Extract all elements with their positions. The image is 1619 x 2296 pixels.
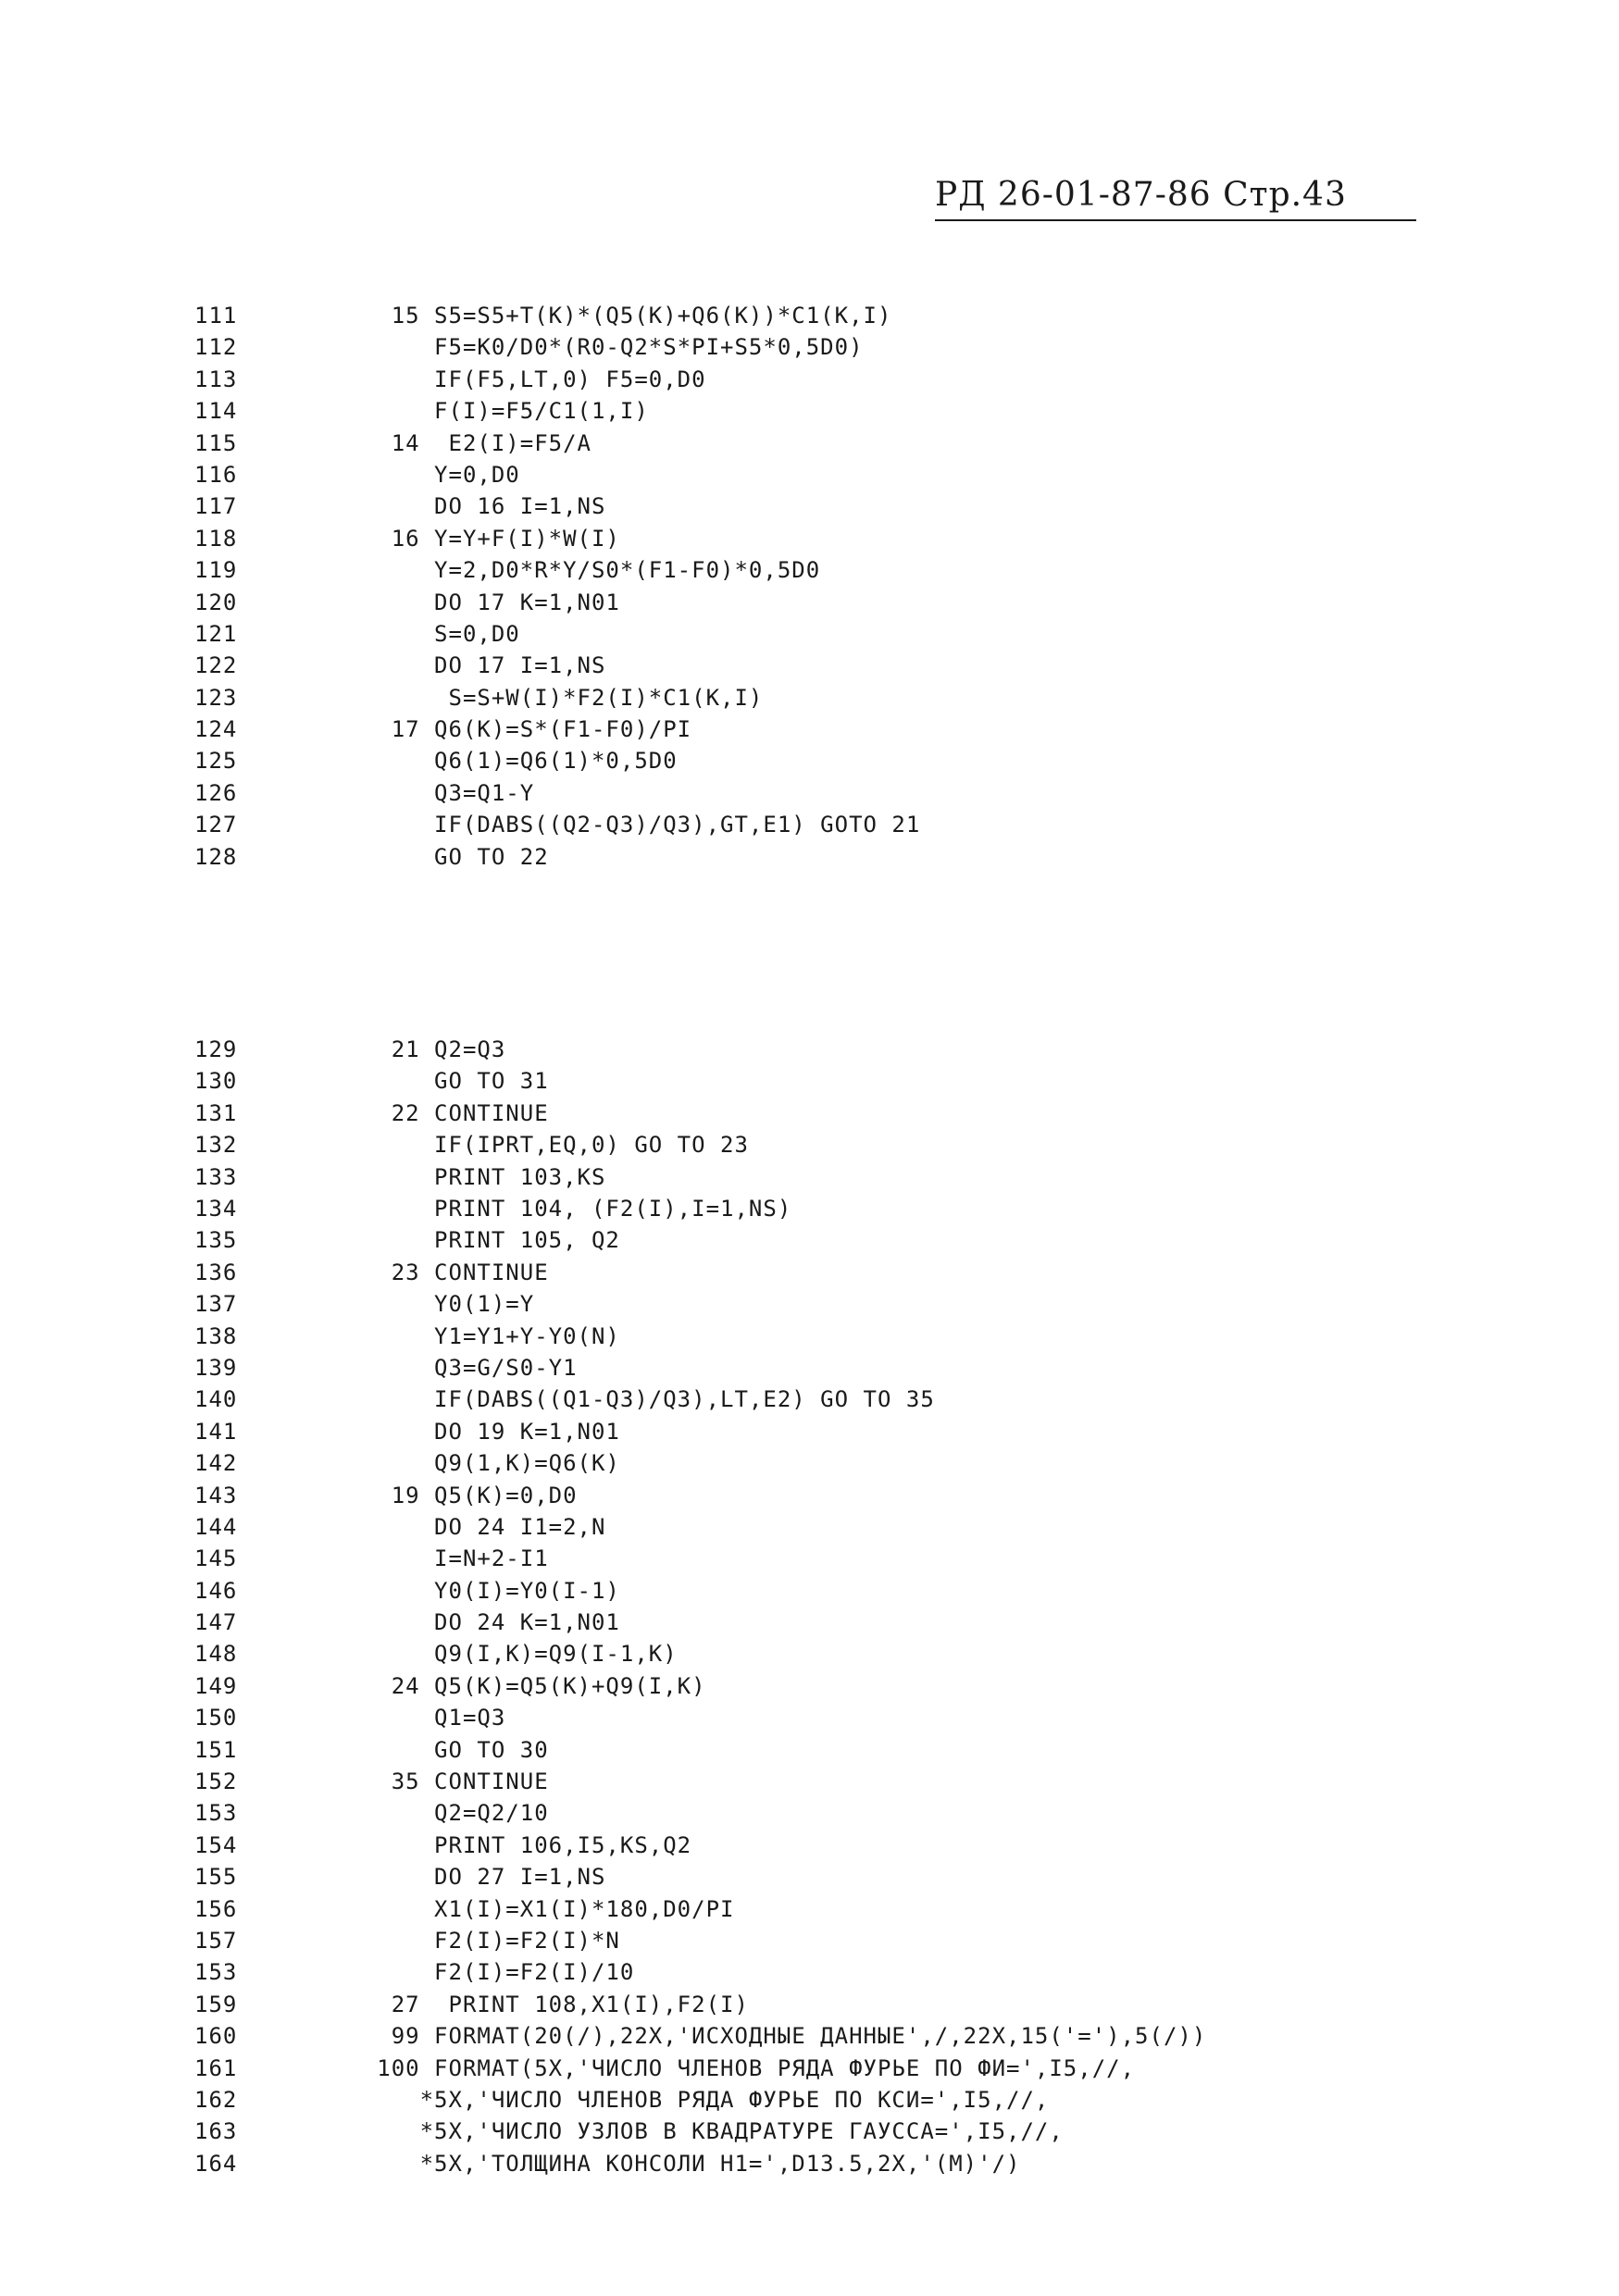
line-number: 113 (194, 366, 238, 392)
code-line (194, 1098, 1206, 1129)
code-text: DO 19 K=1,N01 (305, 1418, 620, 1445)
code-text: F2(I)=F2(I)/10 (305, 1959, 635, 1986)
line-number: 131 (194, 1099, 238, 1126)
code-line (194, 1161, 1206, 1193)
code-line (194, 1352, 1206, 1384)
code-text: PRINT 106,I5,KS,Q2 (305, 1831, 692, 1858)
code-text: 23 CONTINUE (305, 1259, 549, 1285)
line-number: 117 (194, 493, 238, 520)
code-line (194, 1288, 1206, 1320)
code-line (194, 745, 1206, 776)
code-text: *5X,'ЧИСЛО ЧЛЕНОВ РЯДА ФУРЬЕ ПО КСИ=',I5,//, (305, 2086, 1050, 2113)
code-text: IF(DABS((Q2-Q3)/Q3),GT,E1) GOTO 21 (305, 812, 921, 838)
line-number: 126 (194, 779, 238, 806)
code-text: *5X,'ЧИСЛО УЗЛОВ В КВАДРАТУРЕ ГАУССА=',I5,//, (305, 2118, 1064, 2145)
code-text: F2(I)=F2(I)*N (305, 1927, 620, 1954)
code-line (194, 523, 1206, 554)
code-line (194, 2084, 1206, 2116)
code-text: 99 FORMAT(20(/),22X,'ИСХОДНЫЕ ДАННЫЕ',/,22X,15('='),5(/)) (305, 2023, 1207, 2050)
code-text: DO 27 I=1,NS (305, 1864, 606, 1891)
code-line (194, 1416, 1206, 1447)
code-line (194, 364, 1206, 395)
code-text: PRINT 104, (F2(I),I=1,NS) (305, 1195, 792, 1222)
code-text: PRINT 105, Q2 (305, 1227, 620, 1254)
code-text: IF(DABS((Q1-Q3)/Q3),LT,E2) GO TO 35 (305, 1386, 935, 1413)
line-number: 153 (194, 1959, 238, 1986)
line-number: 153 (194, 1800, 238, 1827)
code-line (194, 428, 1206, 459)
code-text: DO 24 K=1,N01 (305, 1609, 620, 1636)
code-text: Q6(1)=Q6(1)*0,5D0 (305, 748, 678, 775)
code-line (194, 1129, 1206, 1160)
code-line (194, 2116, 1206, 2147)
line-number: 122 (194, 652, 238, 679)
code-block-2 (194, 1034, 1206, 2179)
line-number: 132 (194, 1132, 238, 1159)
line-number: 146 (194, 1577, 238, 1604)
code-text: 22 CONTINUE (305, 1099, 549, 1126)
code-line (194, 395, 1206, 427)
code-text: Q9(I,K)=Q9(I-1,K) (305, 1641, 678, 1668)
code-text: PRINT 103,KS (305, 1163, 606, 1190)
line-number: 157 (194, 1927, 238, 1954)
code-text: S=0,D0 (305, 620, 520, 647)
code-text: Y0(I)=Y0(I-1) (305, 1577, 620, 1604)
line-number: 112 (194, 334, 238, 361)
code-text: IF(F5,LT,0) F5=0,D0 (305, 366, 706, 392)
block-gap (194, 925, 1206, 982)
code-line (194, 682, 1206, 714)
line-number: 160 (194, 2023, 238, 2050)
code-line (194, 1224, 1206, 1256)
line-number: 155 (194, 1864, 238, 1891)
code-line (194, 1257, 1206, 1288)
code-line (194, 1861, 1206, 1893)
line-number: 147 (194, 1609, 238, 1636)
code-text: GO TO 30 (305, 1736, 549, 1763)
line-number: 135 (194, 1227, 238, 1254)
code-text: DO 16 I=1,NS (305, 493, 606, 520)
line-number: 163 (194, 2118, 238, 2145)
code-text: Q1=Q3 (305, 1705, 506, 1731)
code-text: 24 Q5(K)=Q5(K)+Q9(I,K) (305, 1672, 706, 1699)
code-text: 21 Q2=Q3 (305, 1036, 506, 1063)
line-number: 152 (194, 1769, 238, 1795)
line-number: 130 (194, 1068, 238, 1095)
code-line (194, 587, 1206, 618)
code-text: 14 E2(I)=F5/A (305, 429, 592, 456)
page-header (935, 176, 1416, 221)
code-text: F5=K0/D0*(R0-Q2*S*PI+S5*0,5D0) (305, 334, 864, 361)
code-text: S=S+W(I)*F2(I)*C1(K,I) (305, 684, 764, 711)
line-number: 127 (194, 812, 238, 838)
line-number: 154 (194, 1831, 238, 1858)
code-text: I=N+2-I1 (305, 1545, 549, 1572)
code-line (194, 841, 1206, 873)
line-number: 120 (194, 589, 238, 615)
line-number: 128 (194, 843, 238, 870)
code-line (194, 1511, 1206, 1543)
code-line (194, 2020, 1206, 2052)
code-line (194, 777, 1206, 809)
code-line (194, 300, 1206, 331)
code-line (194, 459, 1206, 490)
code-line (194, 714, 1206, 745)
line-number: 123 (194, 684, 238, 711)
line-number: 151 (194, 1736, 238, 1763)
code-line (194, 1830, 1206, 1861)
code-line (194, 650, 1206, 681)
line-number: 162 (194, 2086, 238, 2113)
line-number: 136 (194, 1259, 238, 1285)
code-line (194, 1447, 1206, 1479)
line-number: 145 (194, 1545, 238, 1572)
code-text: 27 PRINT 108,X1(I),F2(I) (305, 1991, 749, 2017)
code-line (194, 1065, 1206, 1097)
code-line (194, 809, 1206, 840)
line-number: 114 (194, 398, 238, 425)
code-text: Q3=Q1-Y (305, 779, 535, 806)
code-line (194, 1321, 1206, 1352)
code-text: Y1=Y1+Y-Y0(N) (305, 1322, 620, 1349)
line-number: 137 (194, 1291, 238, 1318)
code-text: 19 Q5(K)=0,D0 (305, 1482, 578, 1508)
line-number: 121 (194, 620, 238, 647)
code-line (194, 1925, 1206, 1956)
line-number: 129 (194, 1036, 238, 1063)
code-text: DO 24 I1=2,N (305, 1513, 606, 1540)
code-text: Y0(1)=Y (305, 1291, 535, 1318)
line-number: 116 (194, 461, 238, 488)
code-line (194, 1480, 1206, 1511)
line-number: 156 (194, 1895, 238, 1922)
code-text: 17 Q6(K)=S*(F1-F0)/PI (305, 716, 692, 743)
code-block-1 (194, 300, 1206, 873)
code-line (194, 2148, 1206, 2179)
line-number: 139 (194, 1354, 238, 1381)
code-text: Q9(1,K)=Q6(K) (305, 1450, 620, 1477)
line-number: 124 (194, 716, 238, 743)
line-number: 164 (194, 2150, 238, 2177)
line-number: 144 (194, 1513, 238, 1540)
code-line (194, 490, 1206, 522)
code-text: Q2=Q2/10 (305, 1800, 549, 1827)
code-line (194, 1638, 1206, 1669)
line-number: 148 (194, 1641, 238, 1668)
code-line (194, 2053, 1206, 2084)
code-text: GO TO 31 (305, 1068, 549, 1095)
line-number: 143 (194, 1482, 238, 1508)
document-reference: РД 26-01-87-86 Стр.43 (935, 176, 1347, 214)
line-number: 118 (194, 525, 238, 552)
code-line (194, 1797, 1206, 1829)
line-number: 161 (194, 2054, 238, 2081)
line-number: 141 (194, 1418, 238, 1445)
line-number: 159 (194, 1991, 238, 2017)
code-line (194, 1034, 1206, 1065)
line-number: 149 (194, 1672, 238, 1699)
code-line (194, 1670, 1206, 1702)
code-text: DO 17 K=1,N01 (305, 589, 620, 615)
line-number: 111 (194, 303, 238, 329)
code-line (194, 1193, 1206, 1224)
line-number: 119 (194, 557, 238, 584)
code-line (194, 618, 1206, 650)
code-line (194, 331, 1206, 363)
code-line (194, 1734, 1206, 1766)
code-text: F(I)=F5/C1(1,I) (305, 398, 649, 425)
code-text: X1(I)=X1(I)*180,D0/PI (305, 1895, 735, 1922)
code-line (194, 554, 1206, 586)
line-number: 133 (194, 1163, 238, 1190)
line-number: 150 (194, 1705, 238, 1731)
code-text: *5X,'ТОЛЩИНА КОНСОЛИ H1=',D13.5,2X,'(М)'/) (305, 2150, 1021, 2177)
line-number: 140 (194, 1386, 238, 1413)
code-line (194, 1384, 1206, 1415)
code-text: IF(IPRT,EQ,0) GO TO 23 (305, 1132, 749, 1159)
code-line (194, 1956, 1206, 1988)
code-line (194, 1543, 1206, 1574)
line-number: 142 (194, 1450, 238, 1477)
code-text: Q3=G/S0-Y1 (305, 1354, 578, 1381)
line-number: 134 (194, 1195, 238, 1222)
code-text: 100 FORMAT(5X,'ЧИСЛО ЧЛЕНОВ РЯДА ФУРЬЕ ПО ФИ=',I5,//, (305, 2054, 1136, 2081)
code-line (194, 1575, 1206, 1607)
code-line (194, 1702, 1206, 1733)
code-line (194, 1766, 1206, 1797)
code-text: GO TO 22 (305, 843, 549, 870)
fortran-listing (194, 248, 1206, 2205)
line-number: 125 (194, 748, 238, 775)
code-text: 35 CONTINUE (305, 1769, 549, 1795)
code-text: 15 S5=S5+T(K)*(Q5(K)+Q6(K))*C1(K,I) (305, 303, 892, 329)
code-line (194, 1989, 1206, 2020)
code-text: Y=0,D0 (305, 461, 520, 488)
code-text: 16 Y=Y+F(I)*W(I) (305, 525, 620, 552)
line-number: 138 (194, 1322, 238, 1349)
code-text: DO 17 I=1,NS (305, 652, 606, 679)
code-text: Y=2,D0*R*Y/S0*(F1-F0)*0,5D0 (305, 557, 821, 584)
code-line (194, 1607, 1206, 1638)
code-line (194, 1893, 1206, 1925)
line-number: 115 (194, 429, 238, 456)
